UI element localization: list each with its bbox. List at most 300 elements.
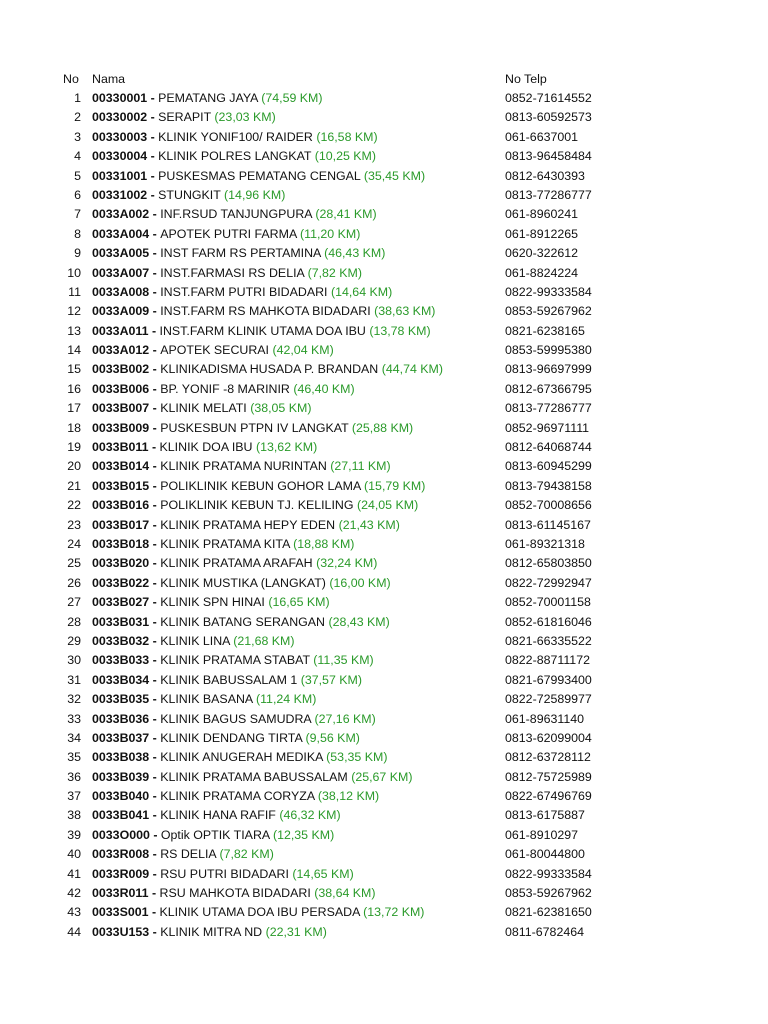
row-separator: - (149, 284, 161, 299)
row-code: 0033A005 (92, 246, 150, 261)
row-separator: - (149, 924, 161, 939)
row-number: 21 (67, 478, 81, 493)
row-distance: (16,58 KM) (316, 129, 378, 144)
row-code: 0033B036 (92, 711, 150, 726)
row-code: 00330001 (92, 91, 148, 105)
row-name: KLINIK SPN HINAI (160, 595, 265, 610)
header-nama: Nama (92, 72, 126, 86)
row-code: 0033B037 (92, 730, 150, 745)
row-phone: 0822-88711172 (505, 653, 590, 668)
table-row (0, 225, 768, 244)
row-separator: - (149, 381, 161, 396)
row-code: 0033B040 (92, 789, 150, 804)
row-code: 0033R008 (92, 847, 150, 862)
row-phone: 0813-79438158 (505, 478, 592, 493)
row-name: KLINIK DENDANG TIRTA (160, 730, 303, 745)
row-separator: - (149, 769, 161, 784)
row-name: PUSKESMAS PEMATANG CENGAL (158, 168, 361, 183)
row-phone: 0812-6430393 (505, 168, 585, 183)
row-separator: - (149, 575, 161, 590)
row-code: 0033B041 (92, 808, 150, 823)
row-name: KLINIK PRATAMA HEPY EDEN (160, 517, 336, 532)
row-number: 14 (67, 343, 81, 358)
row-distance: (23,03 KM) (214, 110, 276, 125)
row-name: KLINIK POLRES LANGKAT (158, 149, 312, 164)
row-phone: 061-89321318 (505, 536, 585, 551)
row-number: 5 (74, 168, 81, 183)
row-code: 0033S001 (92, 905, 149, 920)
row-number: 17 (67, 401, 81, 416)
row-number: 6 (74, 187, 81, 202)
row-distance: (16,00 KM) (329, 575, 391, 590)
table-row (0, 903, 768, 922)
row-separator: - (149, 478, 161, 493)
row-number: 43 (67, 905, 81, 920)
row-distance: (11,35 KM) (313, 653, 374, 668)
row-name-cell (92, 748, 387, 767)
row-code: 00331002 (92, 187, 148, 202)
table-row (0, 457, 768, 476)
row-number: 37 (67, 789, 81, 804)
row-phone: 0812-65803850 (505, 556, 592, 571)
row-separator: - (149, 517, 161, 532)
table-row (0, 806, 768, 825)
table-row (0, 613, 768, 632)
row-code: 0033B038 (92, 750, 150, 765)
row-phone: 061-89631140 (505, 711, 585, 726)
row-separator: - (149, 653, 161, 668)
row-code: 0033B011 (92, 440, 149, 455)
row-distance: (53,35 KM) (326, 750, 388, 765)
row-name-cell (92, 632, 295, 651)
row-code: 0033B014 (92, 459, 150, 474)
row-code: 0033B006 (92, 381, 150, 396)
row-phone: 0813-61145167 (505, 517, 591, 532)
row-distance: (46,43 KM) (324, 246, 386, 261)
row-distance: (35,45 KM) (363, 168, 426, 183)
row-name-cell (92, 360, 443, 379)
table-row (0, 923, 768, 942)
row-name: RSU MAHKOTA BIDADARI (159, 886, 311, 901)
table-row (0, 89, 768, 108)
row-distance: (15,79 KM) (364, 478, 426, 493)
row-code: 0033B018 (92, 536, 150, 551)
table-row (0, 651, 768, 670)
row-code: 0033A004 (92, 226, 150, 241)
row-separator: - (149, 459, 161, 474)
row-distance: (13,62 KM) (255, 440, 318, 455)
row-number: 38 (67, 808, 81, 823)
row-number: 28 (67, 614, 81, 629)
row-code: 00330003 (92, 129, 148, 144)
row-phone: 0812-67366795 (505, 381, 592, 396)
row-phone: 0812-75725989 (505, 769, 592, 784)
table-row (0, 884, 768, 903)
table-row (0, 360, 768, 379)
row-phone: 061-80044800 (505, 847, 585, 862)
row-distance: (25,88 KM) (351, 420, 414, 435)
row-code: 0033B034 (92, 672, 150, 687)
row-code: 0033B009 (92, 420, 150, 435)
row-distance: (28,43 KM) (328, 614, 390, 629)
row-name-cell (92, 167, 425, 186)
row-phone: 0813-6175887 (505, 808, 585, 823)
row-number: 10 (67, 265, 81, 280)
row-distance: (25,67 KM) (351, 769, 413, 784)
row-name: Optik OPTIK TIARA (160, 827, 270, 842)
row-name-cell (92, 496, 418, 515)
table-row (0, 826, 768, 845)
row-number: 18 (67, 420, 81, 435)
row-code: 0033R009 (92, 866, 150, 881)
table-row (0, 710, 768, 729)
table-row (0, 167, 768, 186)
row-code: 0033B002 (92, 362, 150, 377)
row-separator: - (147, 91, 159, 105)
row-number: 44 (67, 924, 81, 939)
row-name-cell (92, 613, 390, 632)
row-separator: - (149, 633, 161, 648)
table-row (0, 147, 768, 166)
row-phone: 0813-96458484 (505, 149, 592, 164)
table-row (0, 244, 768, 263)
row-phone: 0821-67993400 (505, 672, 592, 687)
row-distance: (42,04 KM) (272, 343, 334, 358)
row-name-cell (92, 128, 378, 147)
row-name-cell (92, 438, 317, 457)
row-name: RSU PUTRI BIDADARI (160, 866, 289, 881)
row-name-cell (92, 225, 360, 244)
table-row (0, 632, 768, 651)
row-separator: - (149, 827, 161, 842)
row-code: 0033B016 (92, 498, 150, 513)
row-distance: (21,68 KM) (233, 633, 295, 648)
row-distance: (13,78 KM) (369, 323, 431, 338)
row-separator: - (149, 498, 161, 513)
row-number: 29 (67, 633, 81, 648)
row-phone: 0821-6238165 (505, 323, 585, 338)
row-name-cell (92, 399, 311, 418)
row-distance: (14,96 KM) (224, 187, 286, 202)
row-code: 00331001 (92, 168, 148, 183)
row-number: 32 (67, 692, 81, 707)
row-phone: 0822-67496769 (505, 789, 592, 804)
row-distance: (13,72 KM) (363, 905, 425, 920)
row-number: 42 (67, 886, 81, 901)
table-row (0, 729, 768, 748)
row-number: 4 (74, 149, 81, 164)
row-name-cell (92, 283, 392, 302)
row-code: 0033B015 (92, 478, 150, 493)
row-separator: - (147, 168, 159, 183)
row-distance: (9,56 KM) (305, 730, 360, 745)
row-name: POLIKLINIK KEBUN GOHOR LAMA (160, 478, 361, 493)
row-name: KLINIK PRATAMA CORYZA (160, 789, 315, 804)
row-separator: - (149, 808, 161, 823)
row-number: 12 (67, 304, 81, 319)
row-name-cell (92, 806, 341, 825)
row-number: 23 (67, 517, 81, 532)
row-distance: (32,24 KM) (316, 556, 378, 571)
row-separator: - (149, 265, 161, 280)
row-separator: - (149, 401, 161, 416)
row-phone: 0822-72589977 (505, 692, 592, 707)
row-name: KLINIK BABUSSALAM 1 (160, 672, 298, 687)
row-code: 0033B027 (92, 595, 150, 610)
row-name: APOTEK SECURAI (160, 343, 269, 358)
row-name: KLINIK LINA (160, 633, 230, 648)
row-phone: 0821-66335522 (505, 633, 592, 648)
row-separator: - (147, 110, 159, 125)
row-distance: (28,41 KM) (315, 207, 377, 222)
row-distance: (10,25 KM) (314, 149, 377, 164)
row-phone: 061-8824224 (505, 265, 579, 280)
row-name: KLINIK PRATAMA BABUSSALAM (160, 769, 348, 784)
row-number: 24 (67, 536, 81, 551)
row-name-cell (92, 593, 330, 612)
row-name: KLINIK HANA RAFIF (160, 808, 276, 823)
table-row (0, 477, 768, 496)
row-separator: - (149, 207, 161, 222)
row-phone: 061-8960241 (505, 207, 579, 222)
row-name-cell (92, 516, 400, 535)
row-separator: - (148, 905, 160, 920)
row-separator: - (149, 343, 161, 358)
row-name-cell (92, 322, 431, 341)
row-separator: - (149, 420, 161, 435)
row-distance: (38,05 KM) (250, 401, 312, 416)
row-name-cell (92, 205, 377, 224)
table-row (0, 322, 768, 341)
table-row (0, 787, 768, 806)
header-telp: No Telp (505, 72, 547, 86)
row-phone: 0812-64068744 (505, 440, 592, 455)
row-phone: 0822-99333584 (505, 866, 592, 881)
row-name: KLINIK PRATAMA KITA (160, 536, 290, 551)
row-name-cell (92, 108, 276, 127)
row-distance: (38,63 KM) (374, 304, 436, 319)
row-code: 0033B039 (92, 769, 150, 784)
row-distance: (18,88 KM) (293, 536, 355, 551)
row-separator: - (147, 149, 159, 164)
row-name-cell (92, 690, 316, 709)
row-name-cell (92, 729, 360, 748)
row-name: INST.FARM KLINIK UTAMA DOA IBU (159, 323, 366, 338)
row-separator: - (148, 440, 160, 455)
row-code: 0033B033 (92, 653, 150, 668)
table-row (0, 302, 768, 321)
row-distance: (44,74 KM) (381, 362, 444, 377)
row-number: 25 (67, 556, 81, 571)
row-name: SERAPIT (158, 110, 211, 125)
row-name: KLINIK YONIF100/ RAIDER (158, 129, 313, 144)
row-number: 2 (74, 110, 81, 125)
row-number: 15 (67, 362, 81, 377)
table-row (0, 845, 768, 864)
row-name-cell (92, 186, 285, 205)
row-code: 00330004 (92, 149, 148, 164)
row-name-cell (92, 903, 424, 922)
table-row (0, 690, 768, 709)
table-row (0, 186, 768, 205)
row-code: 00330002 (92, 110, 148, 125)
row-phone: 0821-62381650 (505, 905, 592, 920)
table-row (0, 108, 768, 127)
row-name: KLINIK MUSTIKA (LANGKAT) (160, 575, 326, 590)
row-separator: - (149, 711, 161, 726)
row-distance: (14,64 KM) (330, 284, 393, 299)
row-separator: - (149, 672, 161, 687)
row-phone: 061-8910297 (505, 827, 579, 842)
row-code: 0033A012 (92, 343, 150, 358)
row-name-cell (92, 302, 435, 321)
row-code: 0033A002 (92, 207, 150, 222)
row-distance: (74,59 KM) (261, 91, 323, 105)
row-phone: 0852-71614552 (505, 91, 592, 105)
row-phone: 0822-99333584 (505, 284, 592, 299)
table-row (0, 399, 768, 418)
row-name-cell (92, 787, 379, 806)
row-name: KLINIK BATANG SERANGAN (160, 614, 325, 629)
row-code: 0033B035 (92, 692, 150, 707)
row-name: KLINIK BAGUS SAMUDRA (160, 711, 311, 726)
row-phone: 061-8912265 (505, 226, 579, 241)
row-name-cell (92, 419, 413, 438)
row-name: KLINIK MITRA ND (160, 924, 263, 939)
row-separator: - (147, 129, 159, 144)
row-code: 0033O000 (92, 827, 150, 842)
row-separator: - (149, 556, 161, 571)
row-name: INST.FARM RS MAHKOTA BIDADARI (160, 304, 371, 319)
row-code: 0033B032 (92, 633, 150, 648)
header-no: No (63, 72, 79, 86)
table-body (0, 89, 768, 942)
row-name: KLINIK DOA IBU (159, 440, 253, 455)
row-name-cell (92, 457, 391, 476)
row-phone: 0852-70008656 (505, 498, 592, 513)
table-row (0, 535, 768, 554)
row-distance: (46,40 KM) (293, 381, 355, 396)
row-name-cell (92, 651, 374, 670)
row-name: STUNGKIT (158, 187, 221, 202)
row-name: KLINIK ANUGERAH MEDIKA (160, 750, 323, 765)
row-name-cell (92, 826, 334, 845)
row-phone: 0852-61816046 (505, 614, 592, 629)
row-number: 19 (67, 440, 81, 455)
row-separator: - (149, 750, 161, 765)
row-phone: 0813-77286777 (505, 401, 592, 416)
row-number: 27 (67, 595, 81, 610)
row-name: RS DELIA (160, 847, 216, 862)
row-phone: 0852-96971111 (505, 420, 590, 435)
row-number: 22 (67, 498, 81, 513)
row-separator: - (148, 886, 160, 901)
row-name-cell (92, 923, 327, 942)
row-name-cell (92, 147, 376, 166)
row-separator: - (149, 789, 161, 804)
row-number: 20 (67, 459, 81, 474)
table-row (0, 748, 768, 767)
table-row (0, 593, 768, 612)
row-separator: - (149, 692, 161, 707)
row-number: 1 (74, 91, 81, 105)
row-code: 0033B007 (92, 401, 150, 416)
row-number: 26 (67, 575, 81, 590)
row-number: 7 (74, 207, 81, 222)
row-number: 13 (67, 323, 81, 338)
row-distance: (27,16 KM) (314, 711, 376, 726)
row-distance: (7,82 KM) (307, 265, 362, 280)
row-code: 0033B031 (92, 614, 150, 629)
row-name-cell (92, 477, 425, 496)
row-distance: (27,11 KM) (330, 459, 391, 474)
row-name-cell (92, 89, 323, 108)
row-number: 31 (67, 672, 81, 687)
row-phone: 0813-77286777 (505, 187, 592, 202)
table-row (0, 554, 768, 573)
row-name: KLINIK UTAMA DOA IBU PERSADA (159, 905, 360, 920)
table-row (0, 341, 768, 360)
row-name: INF.RSUD TANJUNGPURA (160, 207, 312, 222)
row-separator: - (149, 536, 161, 551)
row-number: 8 (74, 226, 81, 241)
row-separator: - (149, 730, 161, 745)
row-number: 34 (67, 730, 81, 745)
row-separator: - (149, 304, 161, 319)
row-number: 3 (74, 129, 81, 144)
row-name-cell (92, 380, 355, 399)
row-distance: (21,43 KM) (338, 517, 400, 532)
row-code: 0033B020 (92, 556, 150, 571)
row-separator: - (149, 362, 161, 377)
row-phone: 0813-62099004 (505, 730, 592, 745)
row-distance: (24,05 KM) (356, 498, 419, 513)
row-name: KLINIK BASANA (160, 692, 253, 707)
row-separator: - (148, 323, 160, 338)
table-row (0, 128, 768, 147)
row-name: INST FARM RS PERTAMINA (160, 246, 321, 261)
row-distance: (12,35 KM) (272, 827, 335, 842)
row-separator: - (149, 614, 161, 629)
row-name-cell (92, 768, 412, 787)
row-number: 9 (74, 246, 81, 261)
row-separator: - (149, 246, 161, 261)
row-distance: (38,12 KM) (317, 789, 380, 804)
row-name-cell (92, 554, 377, 573)
row-number: 41 (67, 866, 81, 881)
row-name: KLINIK PRATAMA ARAFAH (160, 556, 313, 571)
row-name-cell (92, 710, 376, 729)
row-code: 0033A009 (92, 304, 150, 319)
row-name-cell (92, 264, 362, 283)
row-name-cell (92, 341, 334, 360)
row-phone: 0813-96697999 (505, 362, 592, 377)
row-phone: 0813-60945299 (505, 459, 592, 474)
row-code: 0033A008 (92, 284, 150, 299)
row-code: 0033B022 (92, 575, 150, 590)
row-number: 33 (67, 711, 81, 726)
table-row (0, 768, 768, 787)
row-number: 39 (67, 827, 81, 842)
row-distance: (37,57 KM) (300, 672, 362, 687)
row-name: PEMATANG JAYA (158, 91, 258, 105)
row-name: KLINIKADISMA HUSADA P. BRANDAN (160, 362, 379, 377)
row-name: INST.FARMASI RS DELIA (160, 265, 305, 280)
row-separator: - (147, 187, 159, 202)
row-phone: 0852-70001158 (505, 595, 591, 610)
table-row (0, 264, 768, 283)
row-code: 0033A011 (92, 323, 149, 338)
